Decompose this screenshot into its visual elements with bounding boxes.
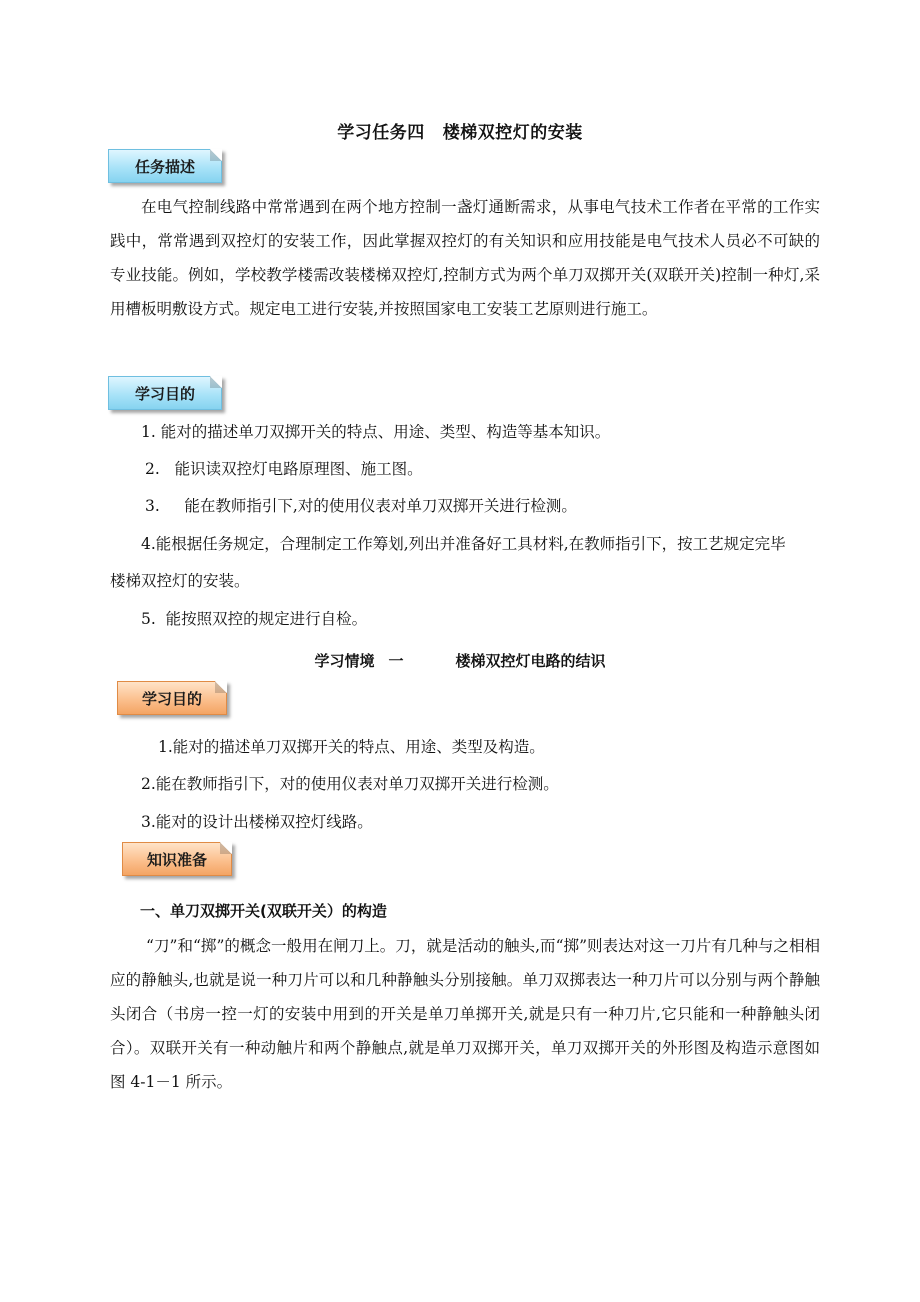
task-description-tag-label: 任务描述	[134, 157, 195, 176]
goal-item-4-cont: 楼梯双控灯的安装。	[110, 572, 250, 590]
learning-goals-tag-2	[117, 681, 227, 715]
goal2-item-2: 2.能在教师指引下，对的使用仪表对单刀双掷开关进行检测。	[141, 775, 559, 793]
scenario-name: 楼梯双控灯电路的结识	[455, 652, 606, 670]
learning-goals-tag-2-label: 学习目的	[141, 689, 202, 708]
learning-goals-tag	[108, 376, 222, 410]
knowledge-prep-tag-label: 知识准备	[146, 850, 207, 869]
goal2-item-3: 3.能对的设计出楼梯双控灯线路。	[141, 813, 373, 831]
section-heading-1: 一、单刀双掷开关(双联开关）的构造	[140, 902, 387, 920]
goal-item-3: 3. 能在教师指引下,对的使用仪表对单刀双掷开关进行检测。	[145, 497, 577, 515]
goal2-item-1: 1.能对的描述单刀双掷开关的特点、用途、类型及构造。	[158, 738, 545, 756]
learning-goals-tag-label: 学习目的	[134, 384, 195, 403]
task-description-tag	[108, 149, 222, 183]
scenario-heading	[0, 650, 920, 671]
task-description-text: 在电气控制线路中常常遇到在两个地方控制一盏灯通断需求，从事电气技术工作者在平常的工作实践中，常常遇到双控灯的安装工作，因此掌握双控灯的有关知识和应用技能是电气技术人员必不可缺的专业技能。例如，学校教学楼需改装楼梯双控灯,控制方式为两个单刀双掷开关(双联开关)控制一种灯,采用槽板明敷设方式。规定电工进行安装,并按照国家电工安装工艺原则进行施工。	[110, 198, 820, 318]
scenario-label: 学习情境	[314, 652, 375, 670]
title-part2: 楼梯双控灯的安装	[442, 123, 583, 143]
knowledge-prep-tag	[122, 842, 232, 876]
title-part1: 学习任务四	[337, 123, 425, 143]
goal-item-5: 5. 能按照双控的规定进行自检。	[141, 610, 368, 628]
scenario-number: 一	[388, 652, 404, 670]
section-1-text: “刀”和“掷”的概念一般用在闸刀上。刀，就是活动的触头,而“掷”则表达对这一刀片有几种与之相相应的静触头,也就是说一种刀片可以和几种静触头分别接触。单刀双掷表达一种刀片可以分别与两个静触头闭合（书房一控一灯的安装中用到的开关是单刀单掷开关,就是只有一种刀片,它只能和一种静触头闭合）。双联开关有一种动触片和两个静触点,就是单刀双掷开关，单刀双掷开关的外形图及构造示意图如图 4-1－1 所示。	[110, 937, 820, 1091]
document-title	[0, 118, 920, 143]
goal-item-4: 4.能根据任务规定，合理制定工作筹划,列出并准备好工具材料,在教师指引下，按工艺规定完毕	[141, 535, 786, 553]
goal-item-2: 2. 能识读双控灯电路原理图、施工图。	[145, 460, 423, 478]
goal-item-1: 1. 能对的描述单刀双掷开关的特点、用途、类型、构造等基本知识。	[141, 423, 611, 441]
